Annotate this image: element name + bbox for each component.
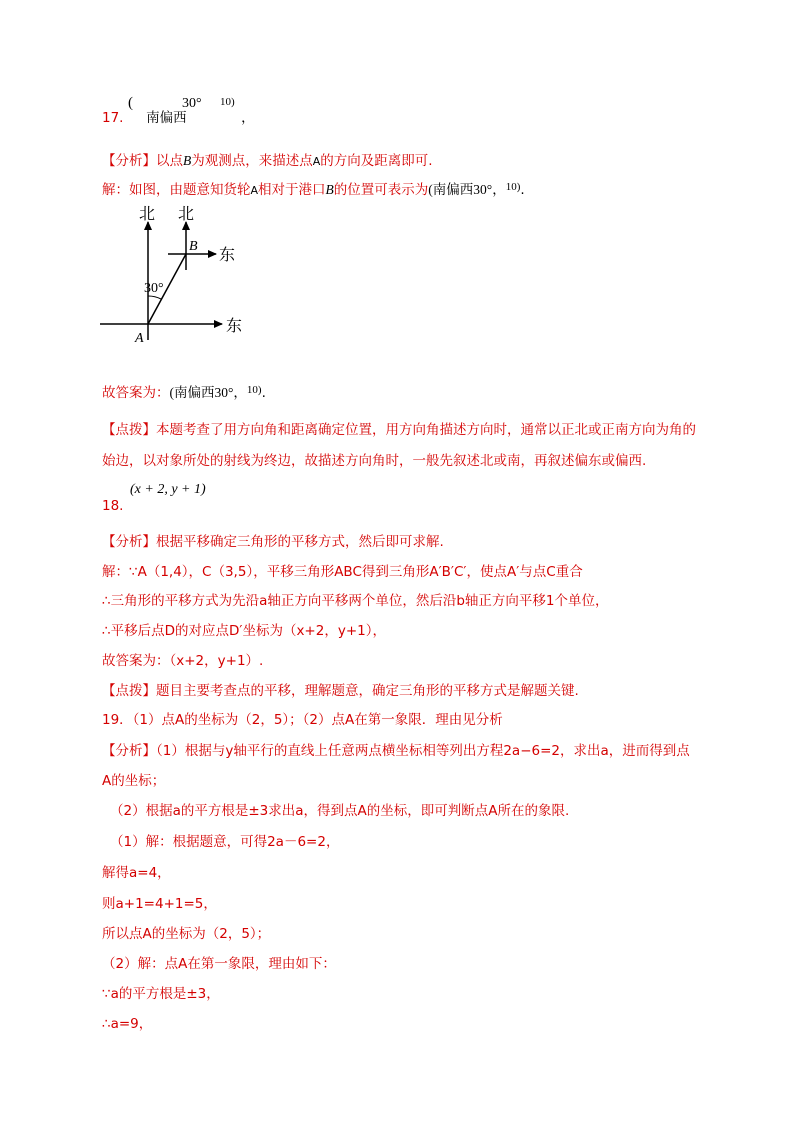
q17-analysis-line [102, 152, 433, 171]
q17-solution-point-a: A [250, 184, 259, 197]
q17-analysis-tag: 【分析】 [102, 153, 156, 169]
q17-analysis-c: 的方向及距离即可. [320, 153, 433, 169]
q19-step-1: （1）解：根据题意，可得2a－6=2， [110, 834, 340, 850]
north-label-2: 北 [178, 206, 195, 223]
angle-label: 30° [144, 281, 164, 296]
q17-answer-comma: ， [233, 385, 247, 401]
q19-analysis-line [102, 742, 690, 760]
q18-solution-1: 解：∵A（1,4），C（3,5），平移三角形ABC得到三角形A′B′C′，使点A′与点C重合 [102, 564, 583, 580]
q18-point-text: 题目主要考查点的平移，理解题意，确定三角形的平移方式是解题关键. [156, 683, 579, 699]
q17-point-line-1 [102, 421, 696, 439]
q19-step-2: 解得a=4， [102, 865, 171, 881]
q19-step-7: ∴a=9， [102, 1016, 153, 1032]
q19-step-4: 所以点A的坐标为（2，5）； [102, 926, 271, 942]
q17-answer-paren: ( [169, 385, 174, 400]
q17-distance: 10) [220, 96, 235, 108]
q17-point-a: A [312, 155, 321, 168]
q18-analysis-line [102, 533, 444, 551]
q19-analysis-tag: 【分析】 [102, 743, 156, 759]
q18-analysis-tag: 【分析】 [102, 534, 156, 550]
q17-direction: 南偏西 [146, 110, 187, 126]
q18-number: 18. [102, 498, 124, 514]
angle-arc [148, 296, 161, 299]
q18-answer-expr: (x + 2, y + 1) [130, 482, 206, 497]
q17-point-text-1: 本题考查了用方向角和距离确定位置，用方向角描述方向时，通常以正北或正南方向为角的 [156, 422, 696, 438]
q18-analysis-text: 根据平移确定三角形的平移方式，然后即可求解. [156, 534, 444, 550]
q17-answer-dist: 10) [246, 384, 262, 396]
q17-open-paren: ( [128, 95, 133, 111]
q17-number: 17. [102, 110, 124, 126]
q17-point-b: B [183, 153, 192, 168]
q17-solution-paren: ( [428, 182, 433, 197]
q17-solution-point-b: B [325, 182, 334, 197]
q17-solution-c: 的位置可表示为 [333, 182, 429, 198]
q17-answer-label: 故答案为： [102, 385, 170, 401]
q18-answer: 故答案为：（x+2，y+1）. [102, 653, 264, 669]
q18-solution-2: ∴三角形的平移方式为先沿a轴正方向平移两个单位，然后沿b轴正方向平移1个单位， [102, 593, 609, 609]
q17-solution-b: 相对于港口 [258, 182, 326, 198]
q17-analysis-a: 以点 [156, 153, 183, 169]
north-label-1: 北 [139, 206, 156, 223]
q17-solution-comma: ， [492, 182, 506, 198]
q19-step-3: 则a+1=4+1=5， [102, 896, 217, 912]
q17-answer-dir: 南偏西 [174, 385, 215, 401]
q19-step-6: ∵a的平方根是±3， [102, 986, 220, 1002]
q18-point-line [102, 682, 579, 700]
q18-solution-3: ∴平移后点D的对应点D′坐标为（x+2，y+1）， [102, 623, 386, 639]
east-label-1: 东 [226, 318, 243, 335]
q17-answer-period: . [261, 385, 266, 401]
q17-comma: ， [241, 110, 255, 126]
q17-answer-line [102, 384, 266, 403]
q17-solution-dist: 10) [505, 181, 521, 193]
direction-diagram [95, 200, 255, 350]
q17-solution-a: 解：如图，由题意知货轮 [102, 182, 251, 198]
q17-point-text-2: 始边，以对象所处的射线为终边，故描述方向角时，一般先叙述北或南，再叙述偏东或偏西. [102, 453, 647, 469]
east-label-2: 东 [219, 247, 236, 264]
q19-analysis-3: （2）根据a的平方根是±3求出a，得到点A的坐标，即可判断点A所在的象限. [110, 803, 570, 819]
point-a-label: A [135, 331, 144, 346]
point-b-label: B [189, 239, 198, 254]
q17-solution-angle: 30° [473, 182, 493, 197]
q18-point-tag: 【点拨】 [102, 683, 156, 699]
q17-solution-dir: 南偏西 [432, 182, 474, 198]
q19-analysis-2: A的坐标； [102, 773, 166, 789]
q17-angle-raised: 30° [182, 96, 202, 111]
q17-answer-angle: 30° [214, 385, 234, 400]
q17-point-line-2 [102, 452, 646, 470]
q17-solution-period: . [520, 182, 525, 198]
q17-solution-line [102, 181, 525, 200]
q19-step-5: （2）解：点A在第一象限，理由如下： [102, 956, 336, 972]
q19-analysis-1: （1）根据与y轴平行的直线上任意两点横坐标相等列出方程2a−6=2，求出a，进而得到点 [156, 743, 690, 759]
q19-header: 19．（1）点A的坐标为（2，5）；（2）点A在第一象限．理由见分析 [102, 712, 503, 728]
q17-point-tag: 【点拨】 [102, 422, 156, 438]
q17-analysis-b: 为观测点，来描述点 [191, 153, 313, 169]
